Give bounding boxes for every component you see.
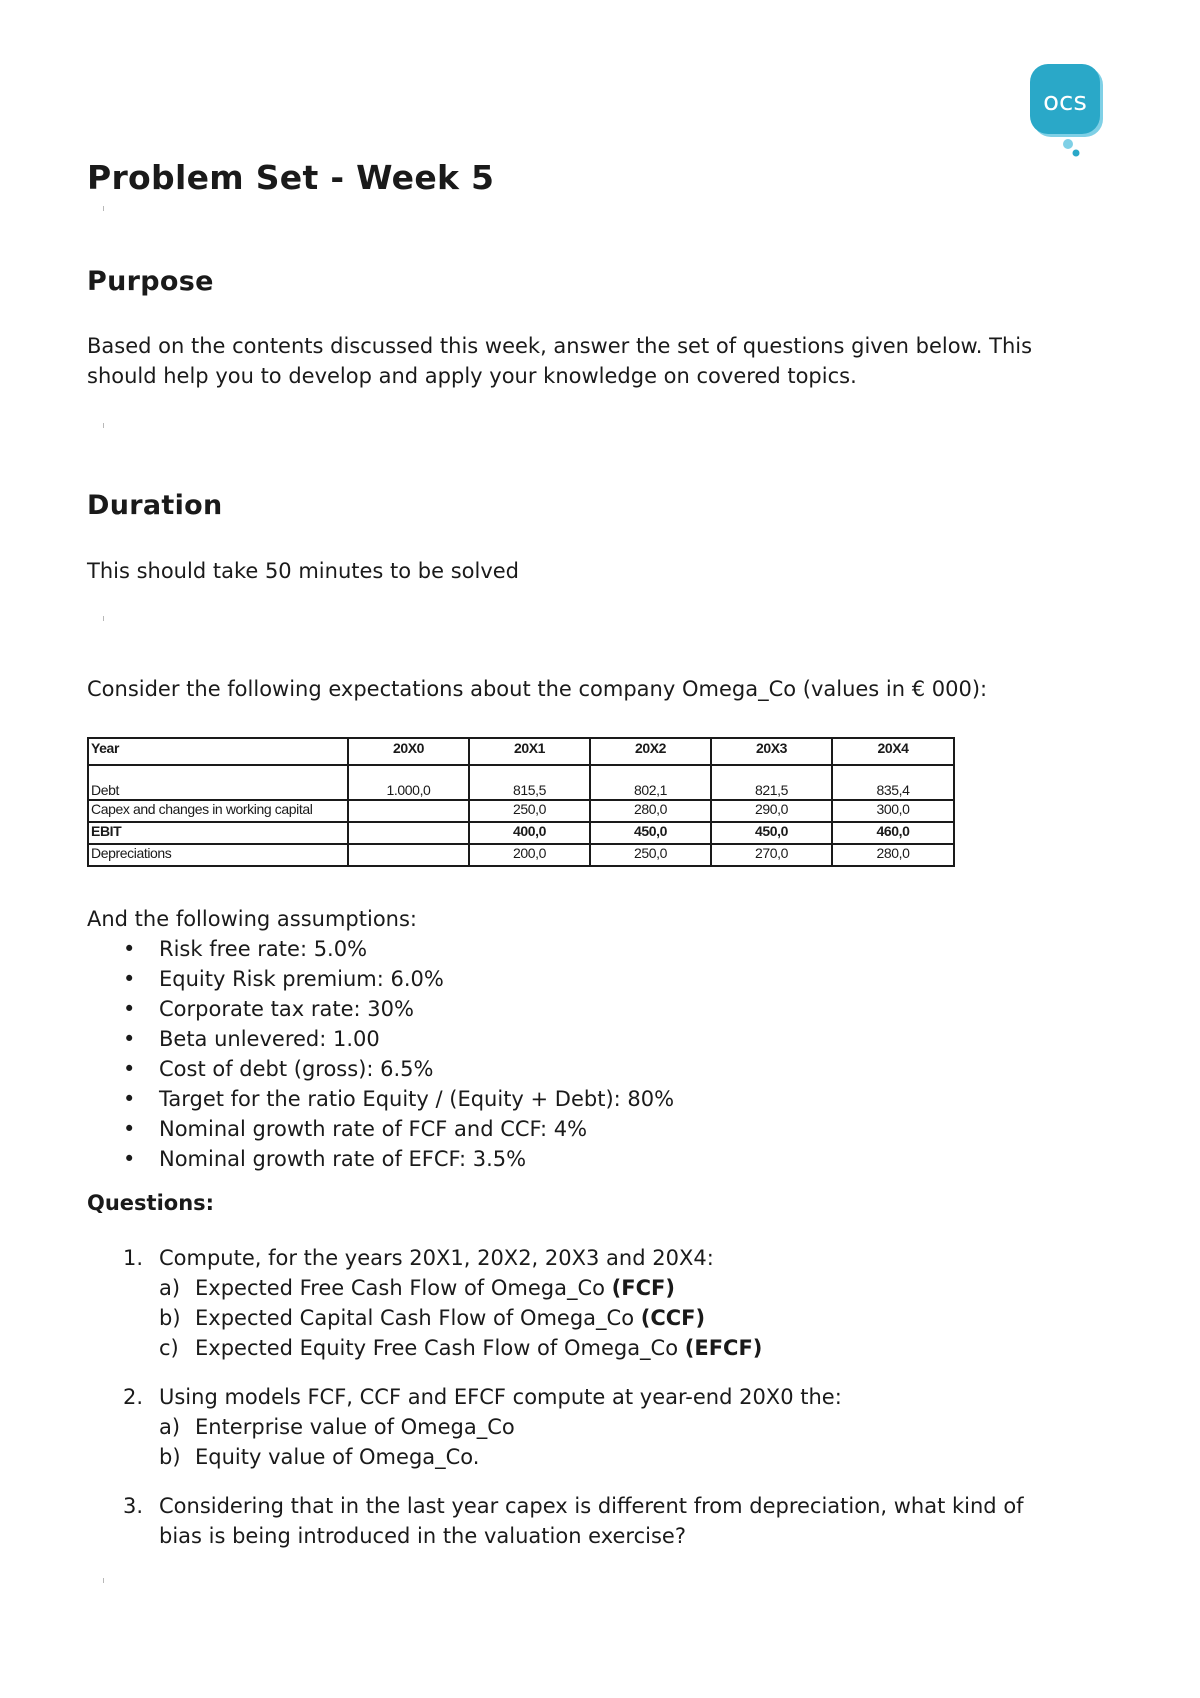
- sub-question: [87, 1303, 1127, 1333]
- sub-letter: b): [159, 1306, 181, 1330]
- question-text-line-1: Considering that in the last year capex is different from depreciation, what kind of: [159, 1494, 1024, 1518]
- table-cell: 821,5: [711, 765, 832, 800]
- table-cell: [348, 800, 469, 822]
- table-cell: 280,0: [590, 800, 711, 822]
- paragraph-mark: [103, 616, 104, 621]
- sub-question: [87, 1442, 1127, 1472]
- table-cell: [348, 844, 469, 866]
- assumption-text: Beta unlevered: 1.00: [159, 1027, 380, 1051]
- list-item: [87, 934, 674, 964]
- sub-letter: b): [159, 1445, 181, 1469]
- bullet-icon: •: [123, 1117, 136, 1141]
- logo-text: ocs: [1043, 87, 1087, 117]
- question-text: Compute, for the years 20X1, 20X2, 20X3 and 20X4:: [159, 1246, 714, 1270]
- row-label: Capex and changes in working capital: [88, 800, 348, 822]
- sub-letter: c): [159, 1336, 179, 1360]
- assumption-text: Cost of debt (gross): 6.5%: [159, 1057, 434, 1081]
- purpose-text: [87, 331, 1127, 391]
- header-cell: Year: [88, 738, 348, 765]
- table-cell: 250,0: [590, 844, 711, 866]
- table-row: [88, 765, 954, 800]
- question-2: [87, 1382, 1127, 1472]
- sub-text: Enterprise value of Omega_Co: [195, 1415, 515, 1439]
- table-cell: 1.000,0: [348, 765, 469, 800]
- sub-abbrev: (EFCF): [684, 1336, 763, 1360]
- sub-text: Equity value of Omega_Co.: [195, 1445, 480, 1469]
- questions-heading: Questions:: [87, 1191, 215, 1215]
- sub-letter: a): [159, 1276, 181, 1300]
- sub-text: Expected Capital Cash Flow of Omega_Co: [195, 1306, 641, 1330]
- assumptions-heading: And the following assumptions:: [87, 907, 417, 931]
- list-item: [87, 1054, 674, 1084]
- paragraph-mark: [103, 206, 104, 211]
- header-cell: 20X3: [711, 738, 832, 765]
- table-cell: 250,0: [469, 800, 590, 822]
- bullet-icon: •: [123, 967, 136, 991]
- table-cell: 270,0: [711, 844, 832, 866]
- assumption-text: Corporate tax rate: 30%: [159, 997, 414, 1021]
- assumption-text: Target for the ratio Equity / (Equity + Debt): 80%: [159, 1087, 675, 1111]
- table-cell: [348, 822, 469, 844]
- assumption-text: Nominal growth rate of EFCF: 3.5%: [159, 1147, 527, 1171]
- table-cell: 290,0: [711, 800, 832, 822]
- question-text: Using models FCF, CCF and EFCF compute at year-end 20X0 the:: [159, 1385, 842, 1409]
- table-cell: 835,4: [832, 765, 954, 800]
- header-cell: 20X4: [832, 738, 954, 765]
- paragraph-mark: [103, 1578, 104, 1583]
- purpose-line-2: should help you to develop and apply your knowledge on covered topics.: [87, 364, 857, 388]
- duration-heading: Duration: [87, 490, 223, 521]
- table-intro: Consider the following expectations about the company Omega_Co (values in € 000):: [87, 677, 988, 701]
- table-cell: 200,0: [469, 844, 590, 866]
- bullet-icon: •: [123, 1057, 136, 1081]
- assumptions-list: [87, 934, 674, 1174]
- header-cell: 20X0: [348, 738, 469, 765]
- list-item: [87, 1024, 674, 1054]
- bullet-icon: •: [123, 1027, 136, 1051]
- page-title: Problem Set - Week 5: [87, 158, 495, 197]
- question-number: 1.: [123, 1246, 144, 1270]
- bullet-icon: •: [123, 1147, 136, 1171]
- table-row: [88, 800, 954, 822]
- question-1: [87, 1243, 1127, 1363]
- sub-abbrev: (CCF): [640, 1306, 706, 1330]
- sub-abbrev: (FCF): [611, 1276, 675, 1300]
- sub-question: [87, 1412, 1127, 1442]
- row-label: EBIT: [88, 822, 348, 844]
- duration-text: This should take 50 minutes to be solved: [87, 559, 520, 583]
- row-label: Depreciations: [88, 844, 348, 866]
- sub-letter: a): [159, 1415, 181, 1439]
- sub-question: [87, 1273, 1127, 1303]
- sub-text: Expected Equity Free Cash Flow of Omega_Co: [195, 1336, 685, 1360]
- bullet-icon: •: [123, 997, 136, 1021]
- question-number: 3.: [123, 1494, 144, 1518]
- list-item: [87, 1084, 674, 1114]
- purpose-heading: Purpose: [87, 266, 214, 297]
- question-3: [87, 1491, 1127, 1551]
- expectations-table: [87, 737, 955, 867]
- table-row: [88, 844, 954, 866]
- header-cell: 20X1: [469, 738, 590, 765]
- assumption-text: Nominal growth rate of FCF and CCF: 4%: [159, 1117, 588, 1141]
- assumption-text: Risk free rate: 5.0%: [159, 937, 368, 961]
- table-cell: 400,0: [469, 822, 590, 844]
- bullet-icon: •: [123, 1087, 136, 1111]
- sub-question: [87, 1333, 1127, 1363]
- table-row: [88, 822, 954, 844]
- list-item: [87, 1114, 674, 1144]
- list-item: [87, 994, 674, 1024]
- sub-text: Expected Free Cash Flow of Omega_Co: [195, 1276, 612, 1300]
- list-item: [87, 1144, 674, 1174]
- purpose-line-1: Based on the contents discussed this week, answer the set of questions given below. This: [87, 334, 1033, 358]
- ocs-logo: [1028, 62, 1108, 158]
- header-cell: 20X2: [590, 738, 711, 765]
- bullet-icon: •: [123, 937, 136, 961]
- paragraph-mark: [103, 423, 104, 428]
- question-number: 2.: [123, 1385, 144, 1409]
- table-cell: 300,0: [832, 800, 954, 822]
- assumption-text: Equity Risk premium: 6.0%: [159, 967, 444, 991]
- table-cell: 802,1: [590, 765, 711, 800]
- list-item: [87, 964, 674, 994]
- row-label: Debt: [88, 765, 348, 800]
- question-text-line-2: bias is being introduced in the valuation exercise?: [159, 1524, 686, 1548]
- table-cell: 280,0: [832, 844, 954, 866]
- table-cell: 450,0: [711, 822, 832, 844]
- table-cell: 815,5: [469, 765, 590, 800]
- table-header-row: [88, 738, 954, 765]
- table-cell: 460,0: [832, 822, 954, 844]
- table-cell: 450,0: [590, 822, 711, 844]
